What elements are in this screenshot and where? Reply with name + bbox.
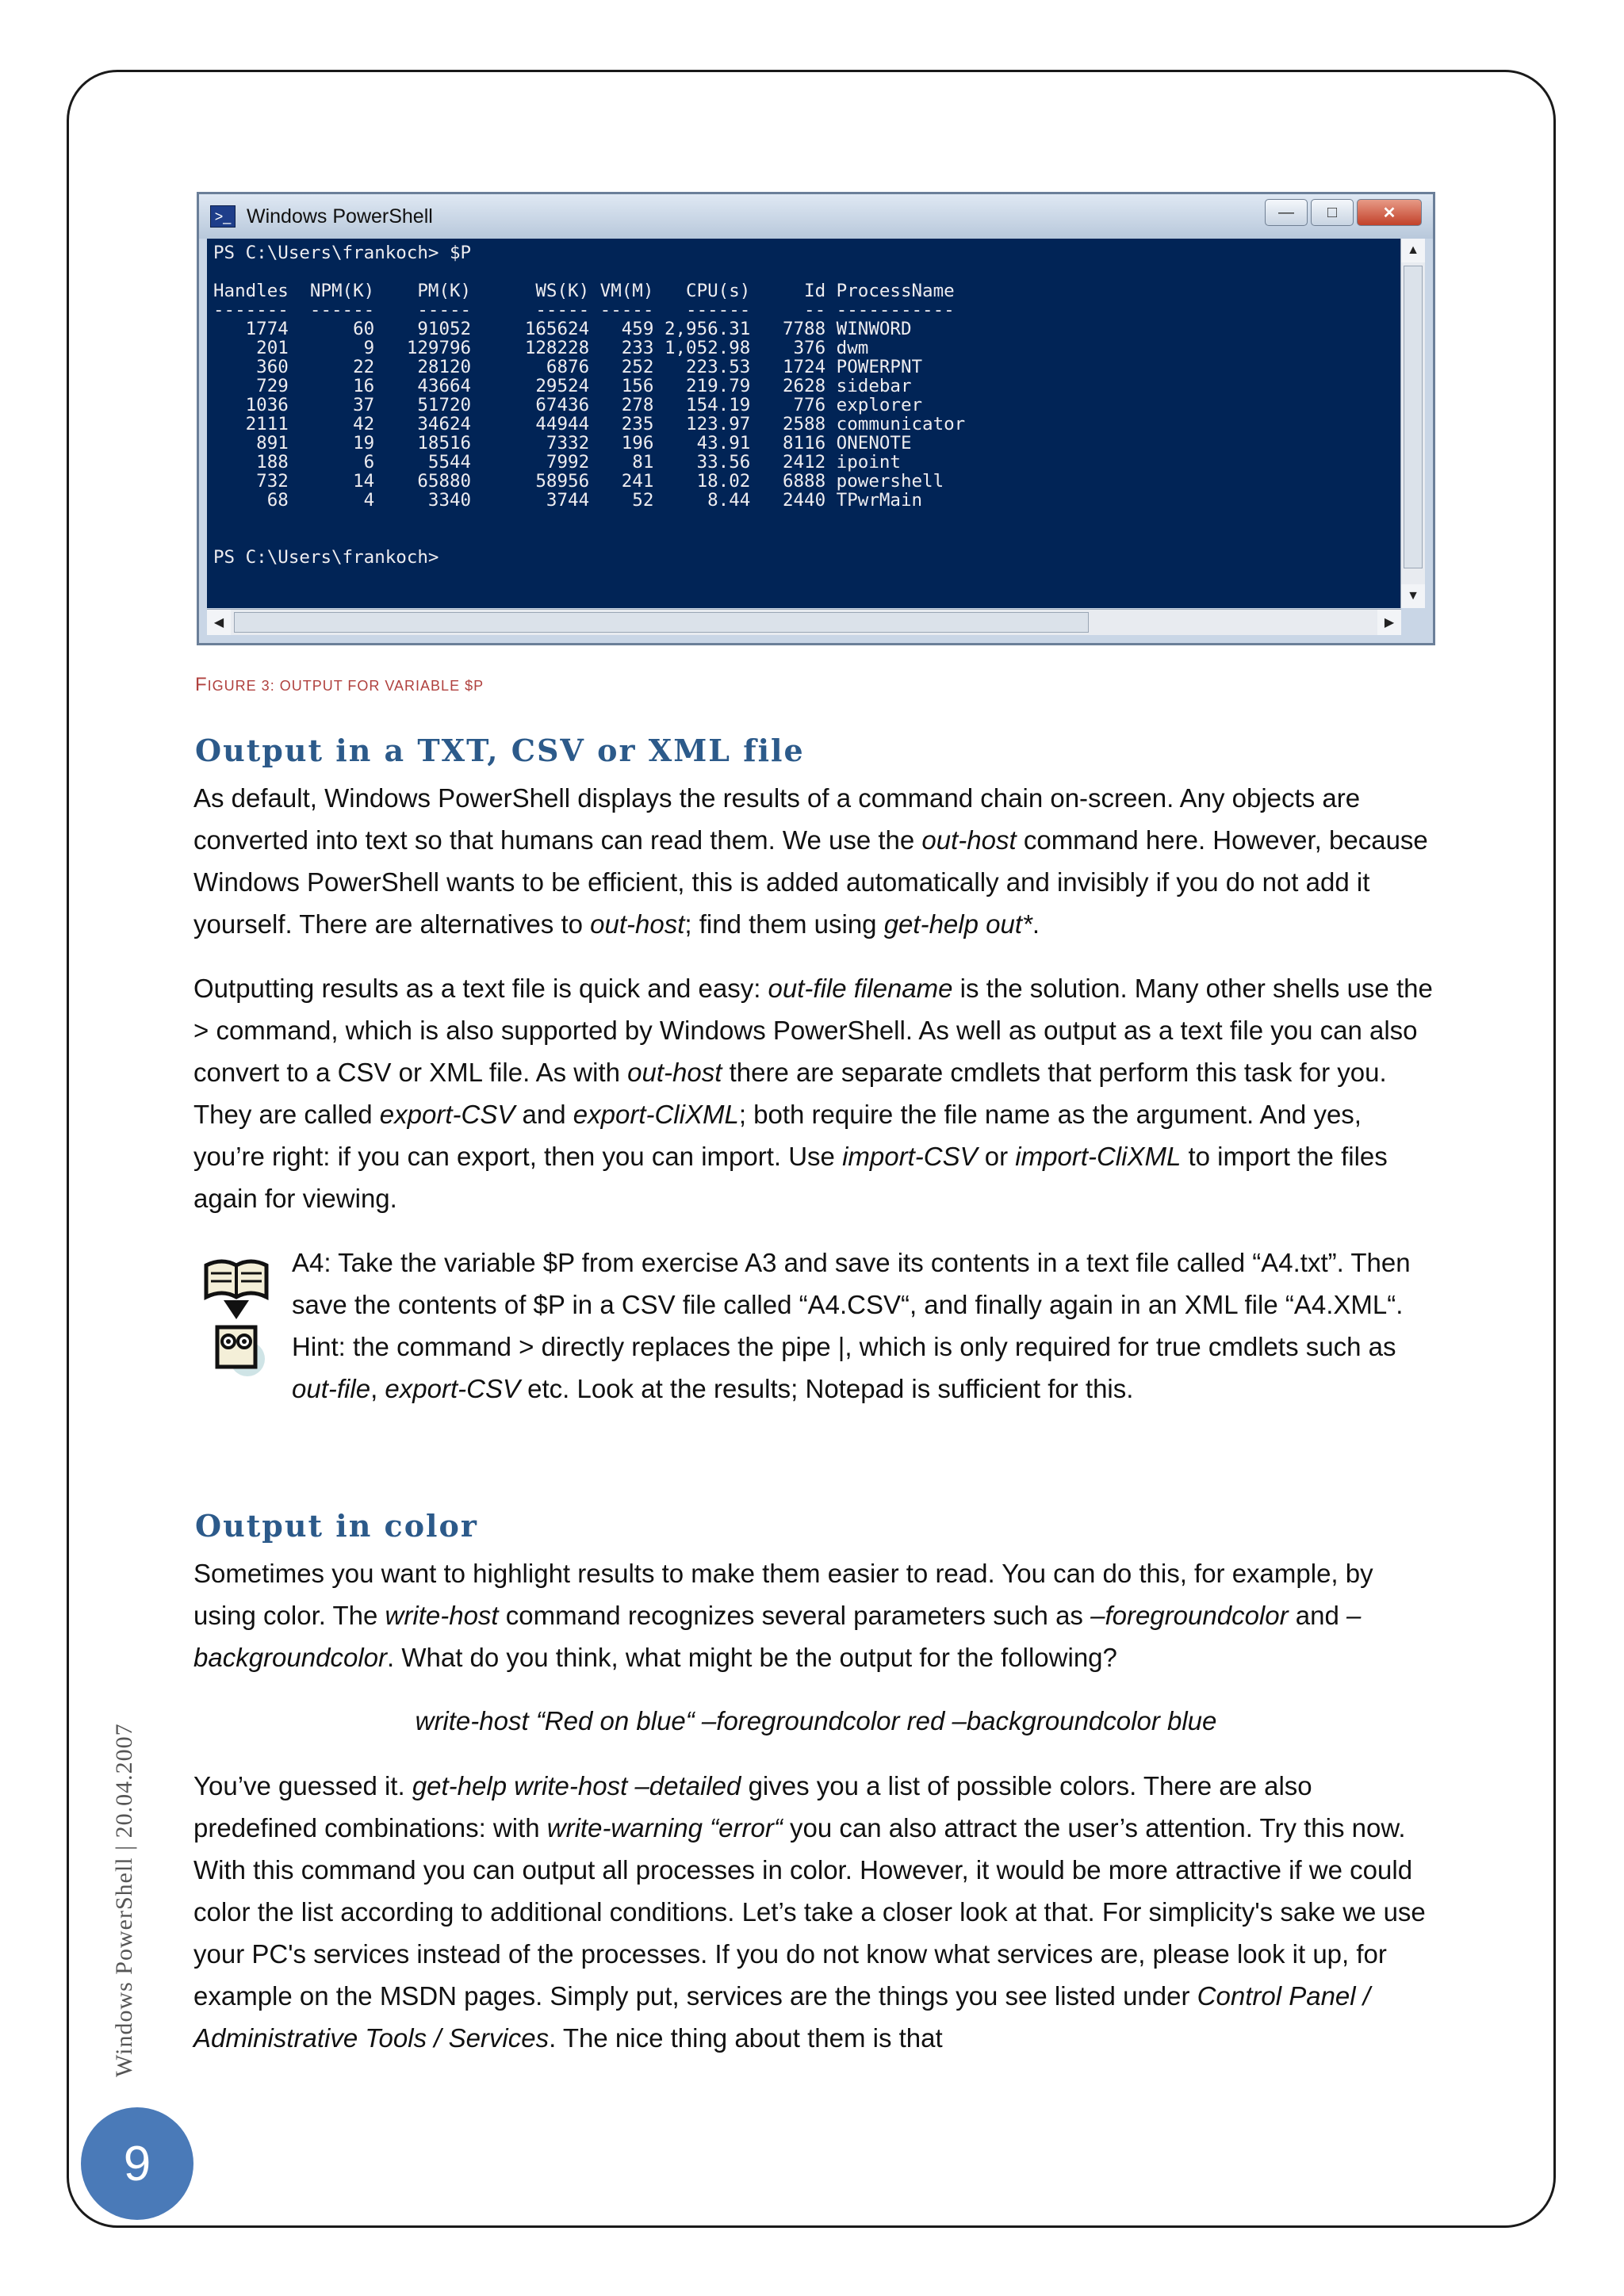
text-run: or xyxy=(977,1142,1016,1171)
italic-run: –foregroundcolor xyxy=(1090,1601,1289,1630)
italic-run: out-file xyxy=(292,1374,371,1403)
italic-run: export-CliXML xyxy=(573,1100,739,1129)
window-titlebar[interactable] xyxy=(199,194,1433,239)
text-run: you can also attract the user’s attention. Try this now. With this command you can output all processes in color. However, it would be more attractive if we could color the list according to additional conditions. Let’s take a closer look at that. For simplicity's sake we use your PC's services instead of the processes. If you do not know what services are, please look it up, for example on the MSDN pages. Simply put, services are the things you see listed under xyxy=(193,1813,1426,2011)
scroll-down-icon[interactable]: ▼ xyxy=(1401,584,1425,608)
caption-part-b: UTPUT FOR VARIABLE $P xyxy=(291,678,485,694)
vertical-scroll-thumb[interactable] xyxy=(1404,266,1423,568)
italic-run: import-CSV xyxy=(842,1142,978,1171)
horizontal-scroll-thumb[interactable] xyxy=(234,612,1089,633)
figure-caption xyxy=(195,674,484,696)
console-output[interactable] xyxy=(207,239,1401,608)
exercise-a4 xyxy=(292,1242,1438,1410)
text-run: Outputting results as a text file is quick and easy: xyxy=(193,974,768,1003)
italic-run: get-help write-host –detailed xyxy=(412,1771,741,1800)
window-title: Windows PowerShell xyxy=(247,205,433,228)
text-run: . The nice thing about them is that xyxy=(549,2023,943,2053)
scroll-left-icon[interactable]: ◀ xyxy=(207,610,231,635)
page-number-badge: 9 xyxy=(81,2107,193,2220)
italic-run: write-host xyxy=(385,1601,499,1630)
command-example: write-host “Red on blue“ –foregroundcolor red –backgroundcolor blue xyxy=(415,1706,1217,1735)
maximize-button[interactable]: □ xyxy=(1311,199,1354,226)
exercise-book-owl-icon xyxy=(200,1251,273,1378)
italic-run: export-CSV xyxy=(385,1374,520,1403)
italic-run: write-warning “error“ xyxy=(546,1813,783,1843)
text-run: A4: Take the variable $P from exercise A3 and save its contents in a text file called “A4.txt”. Then save the contents of $P in a CSV file called “A4.CSV“, and finally again in an XML file “A4.XML“. Hint: the command > directly replaces the pipe |, which is only required for true cmdlets such as xyxy=(292,1248,1411,1361)
text-run: is the solution. Many other shells use the > command, which is also supported by Windows PowerShell. As well as output as a text file you can also convert to a CSV or XML file. As with xyxy=(193,974,1433,1087)
close-button[interactable]: ✕ xyxy=(1357,199,1422,226)
text-run: there are separate cmdlets that perform this task for you. They are called xyxy=(193,1058,1387,1129)
italic-run: out-file filename xyxy=(768,974,953,1003)
text-run: and xyxy=(515,1100,573,1129)
paragraph-write-host-colors xyxy=(193,1765,1438,2059)
text-run: command here. However, because Windows PowerShell wants to be efficient, this is added automatically and invisibly if you do not add it yourself. There are alternatives to xyxy=(193,825,1428,939)
powershell-icon: >_ xyxy=(210,205,236,228)
section-heading-txt-csv-xml: Output in a TXT, CSV or XML file xyxy=(195,733,805,768)
vertical-scrollbar[interactable] xyxy=(1400,239,1425,608)
text-run: ; both require the file name as the argument. And yes, you’re right: if you can export, then you can import. Use xyxy=(193,1100,1362,1171)
italic-run: get-help out* xyxy=(883,909,1032,939)
paragraph-output-default xyxy=(193,777,1438,945)
horizontal-scrollbar[interactable] xyxy=(207,609,1401,635)
caption-initial-f: F xyxy=(195,674,208,695)
text-run: to import the files again for viewing. xyxy=(193,1142,1388,1213)
side-footer-text: Windows PowerShell | 20.04.2007 xyxy=(111,1723,137,2077)
console-text: PS C:\Users\frankoch> $P Handles NPM(K) PM(K) WS(K) VM(M) CPU(s) Id ProcessName ------- ------ ----- ----- ----- ------ -- ----------- 1774 60 91052 165624 459 2,956.31 7788 WINWORD 201 9 129796 128228 233 1,052.98 376 dwm 360 22 28120 6876 252 223.53 1724 POWERPNT 729 16 43664 29524 156 219.79 2628 sidebar 1036 37 51720 67436 278 154.19 776 explorer 2111 42 34624 44944 235 123.97 2588 communicator 891 19 18516 7332 196 43.91 8116 ONENOTE 188 6 5544 7992 81 33.56 2412 ipoint 732 14 65880 58956 241 18.02 6888 powershell 68 4 3340 3744 52 8.44 2440 TPwrMain PS C:\Users\frankoch> xyxy=(213,243,966,568)
italic-run: export-CSV xyxy=(379,1100,515,1129)
italic-run: out-host xyxy=(590,909,685,939)
italic-run: import-CliXML xyxy=(1015,1142,1182,1171)
text-run: . xyxy=(1032,909,1040,939)
text-run: gives you a list of possible colors. There are also predefined combinations: with xyxy=(193,1771,1312,1843)
text-run: etc. Look at the results; Notepad is sufficient for this. xyxy=(519,1374,1134,1403)
text-run: You’ve guessed it. xyxy=(193,1771,412,1800)
text-run: As default, Windows PowerShell displays the results of a command chain on-screen. Any objects are converted into text so that humans can read them. We use the xyxy=(193,783,1361,855)
paragraph-highlight-color xyxy=(193,1552,1438,1678)
scroll-right-icon[interactable]: ▶ xyxy=(1377,610,1401,635)
section-heading-output-in-color: Output in color xyxy=(195,1508,478,1544)
text-run: , xyxy=(370,1374,385,1403)
paragraph-export-import xyxy=(193,967,1438,1219)
italic-run: –backgroundcolor xyxy=(193,1601,1362,1672)
text-run: command recognizes several parameters such as xyxy=(498,1601,1091,1630)
caption-part-a: IGURE 3: O xyxy=(207,678,292,694)
text-run: Sometimes you want to highlight results to make them easier to read. You can do this, for example, by using color. The xyxy=(193,1559,1373,1630)
text-run: and xyxy=(1288,1601,1346,1630)
minimize-button[interactable]: — xyxy=(1265,199,1308,226)
italic-run: out-host xyxy=(921,825,1017,855)
powershell-window xyxy=(197,192,1435,645)
scroll-up-icon[interactable]: ▲ xyxy=(1401,239,1425,262)
text-run: ; find them using xyxy=(684,909,884,939)
text-run: . What do you think, what might be the output for the following? xyxy=(387,1643,1117,1672)
italic-run: out-host xyxy=(627,1058,722,1087)
italic-run: Control Panel / Administrative Tools / Services xyxy=(193,1981,1370,2053)
